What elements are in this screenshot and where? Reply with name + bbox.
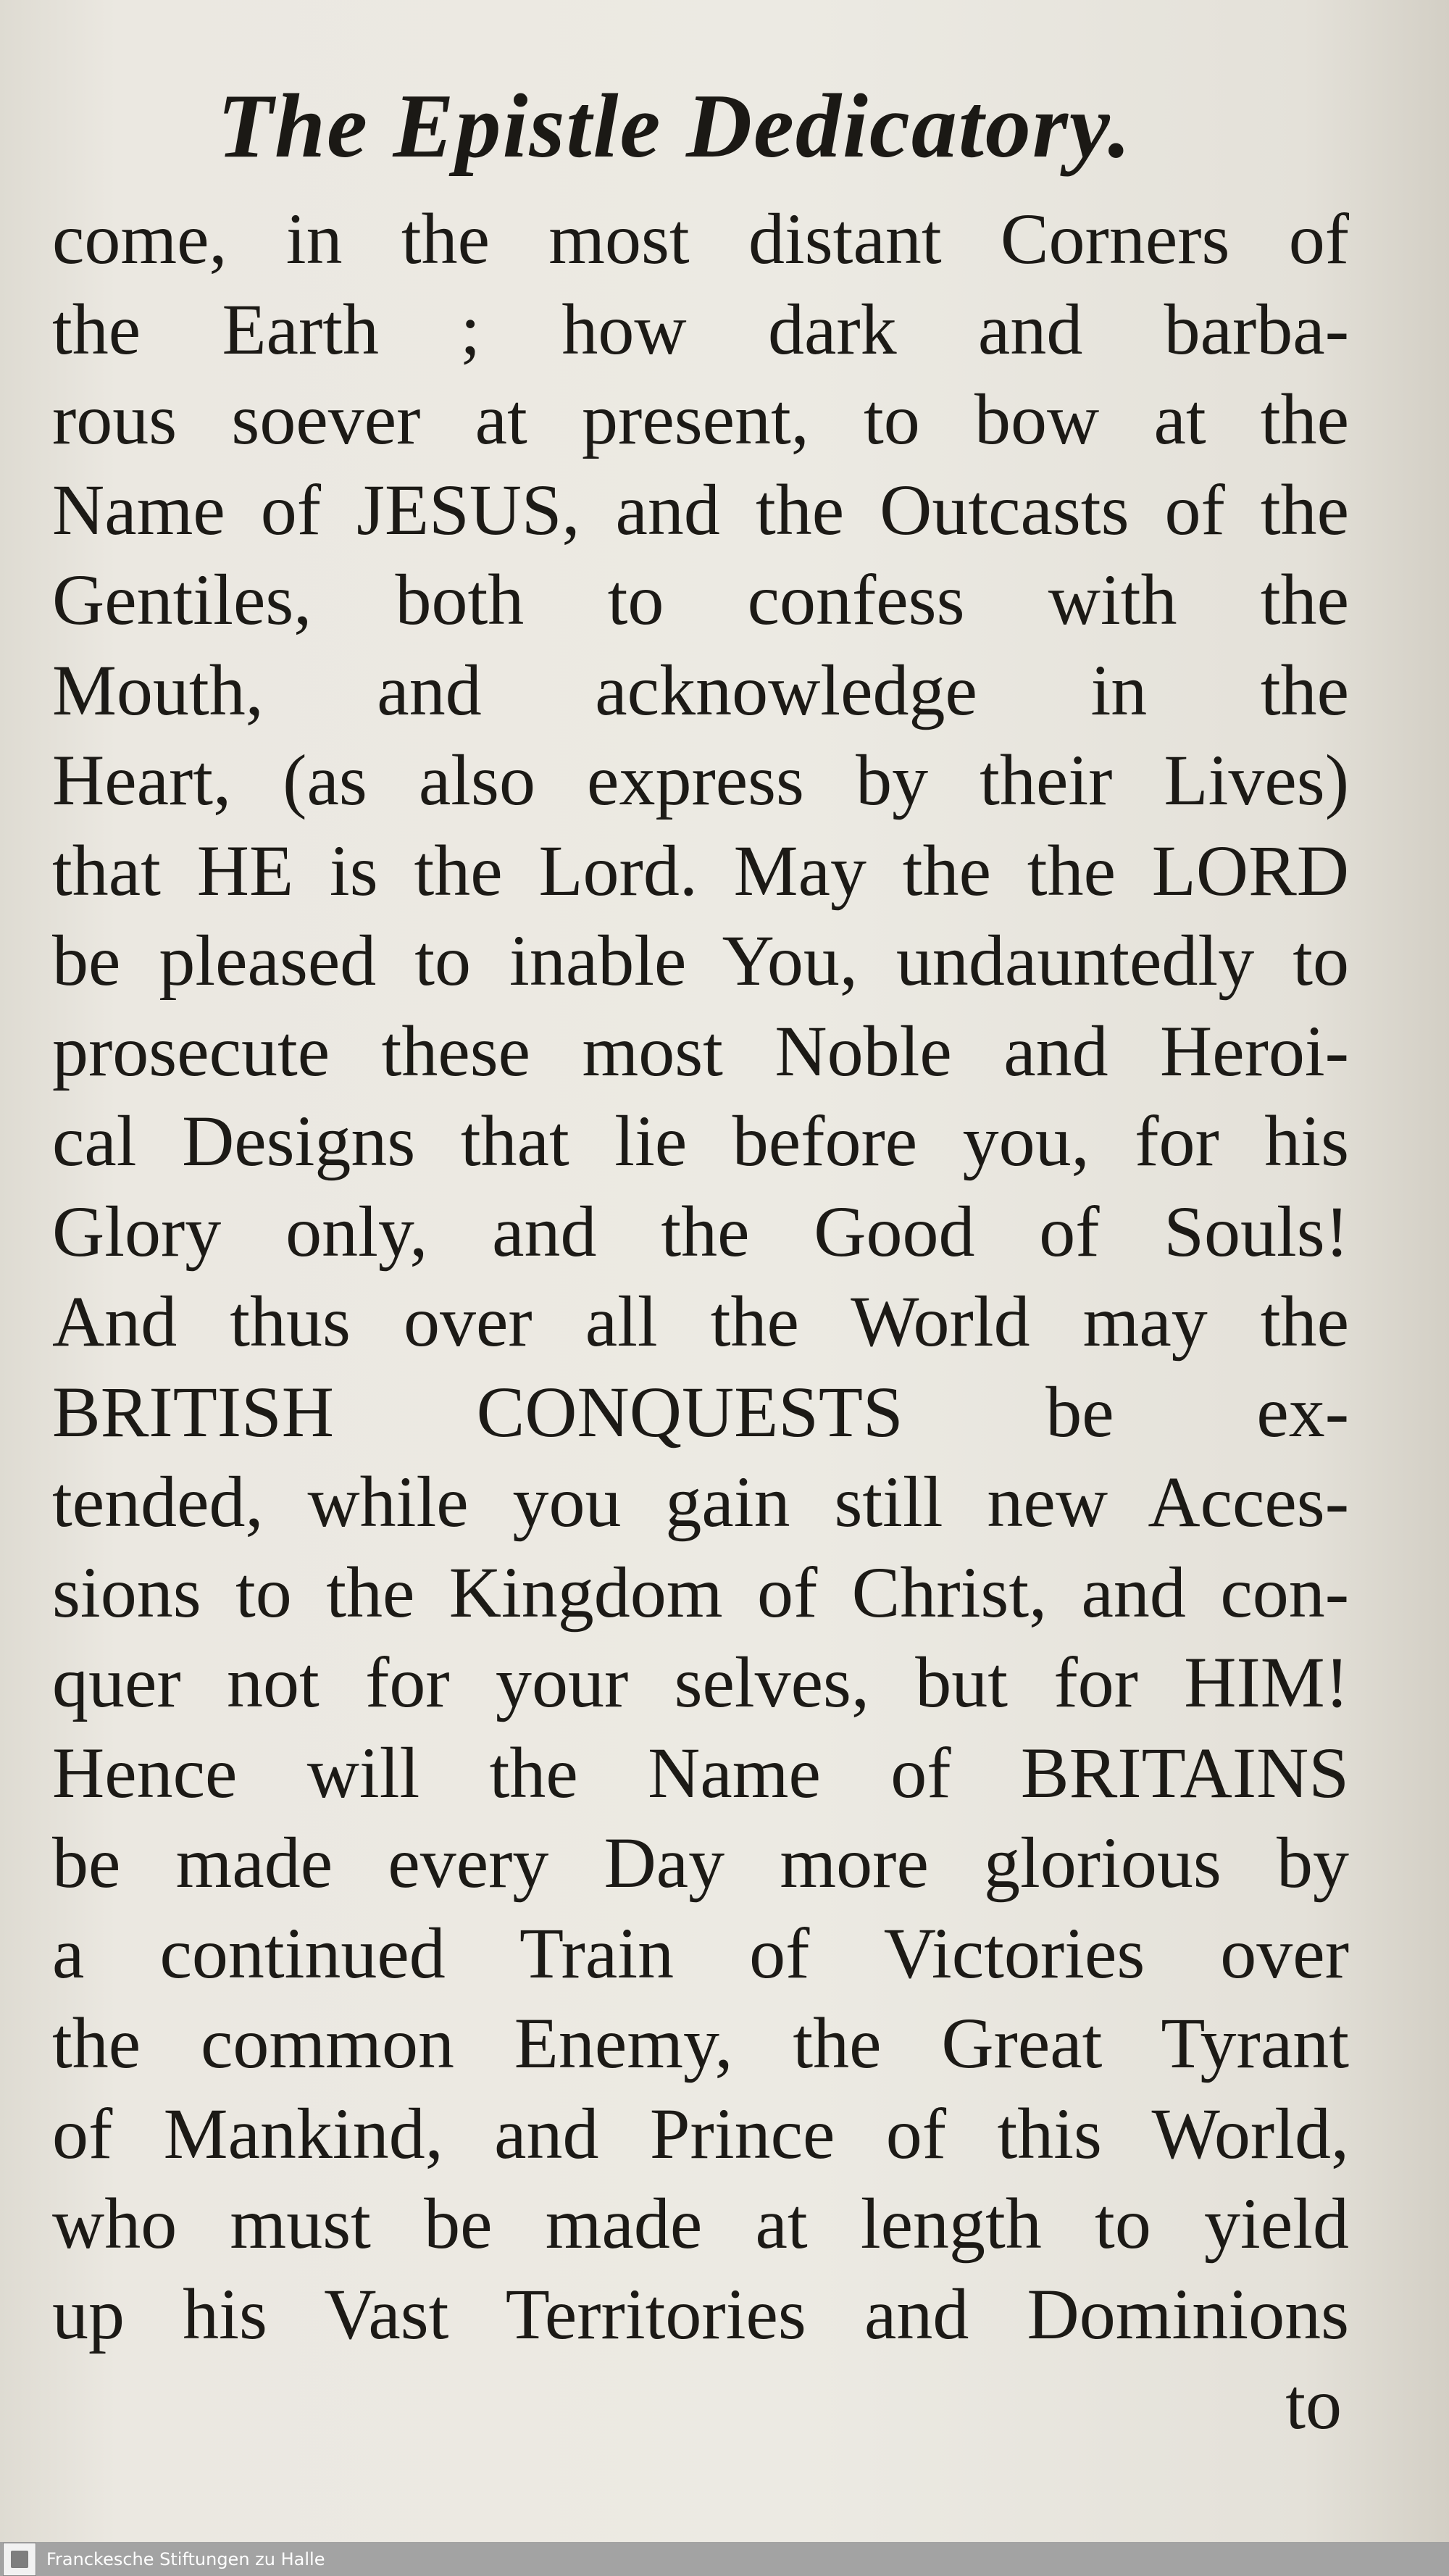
logo-mark [11, 2551, 28, 2568]
text-line: be pleased to inable You, undauntedly to [52, 920, 1349, 1001]
text-line: a continued Train of Victories over [52, 1912, 1349, 1993]
text-line: Heart, (as also express by their Lives) [52, 740, 1349, 820]
text-line: rous soever at present, to bow at the [52, 379, 1349, 459]
text-line: the Earth ; how dark and barba- [52, 288, 1349, 370]
page-heading: The Epistle Dedicatory. [217, 76, 1132, 177]
text-line: be made every Day more glorious by [52, 1822, 1349, 1903]
body-text [52, 194, 1349, 2450]
text-line: Mouth, and acknowledge in the [52, 649, 1349, 730]
footer-credit: Franckesche Stiftungen zu Halle [46, 2548, 325, 2569]
text-line: tended, while you gain still new Acces- [52, 1462, 1349, 1542]
text-line: And thus over all the World may the [52, 1281, 1349, 1362]
text-line: quer not for your selves, but for HIM! [52, 1642, 1349, 1722]
text-line: Glory only, and the Good of Souls! [52, 1191, 1349, 1272]
text-line: of Mankind, and Prince of this World, [52, 2093, 1349, 2174]
text-line: prosecute these most Noble and Heroi- [52, 1010, 1349, 1091]
text-line: that HE is the Lord. May the the LORD [52, 830, 1349, 911]
text-line: up his Vast Territories and Dominions [52, 2273, 1349, 2354]
library-logo-icon [3, 2543, 36, 2576]
text-line: cal Designs that lie before you, for his [52, 1101, 1349, 1181]
text-line: who must be made at length to yield [52, 2183, 1349, 2264]
text-line: come, in the most distant Corners of [52, 199, 1349, 279]
text-line: Gentiles, both to confess with the [52, 559, 1349, 640]
text-line: sions to the Kingdom of Christ, and con- [52, 1551, 1349, 1633]
text-line: Name of JESUS, and the Outcasts of the [52, 469, 1349, 550]
text-line: Hence will the Name of BRITAINS [52, 1732, 1349, 1813]
text-line: BRITISH CONQUESTS be ex- [52, 1371, 1349, 1452]
footer-bar [0, 2542, 1449, 2576]
text-line: the common Enemy, the Great Tyrant [52, 2003, 1349, 2083]
catchword: to [1285, 2364, 1342, 2444]
